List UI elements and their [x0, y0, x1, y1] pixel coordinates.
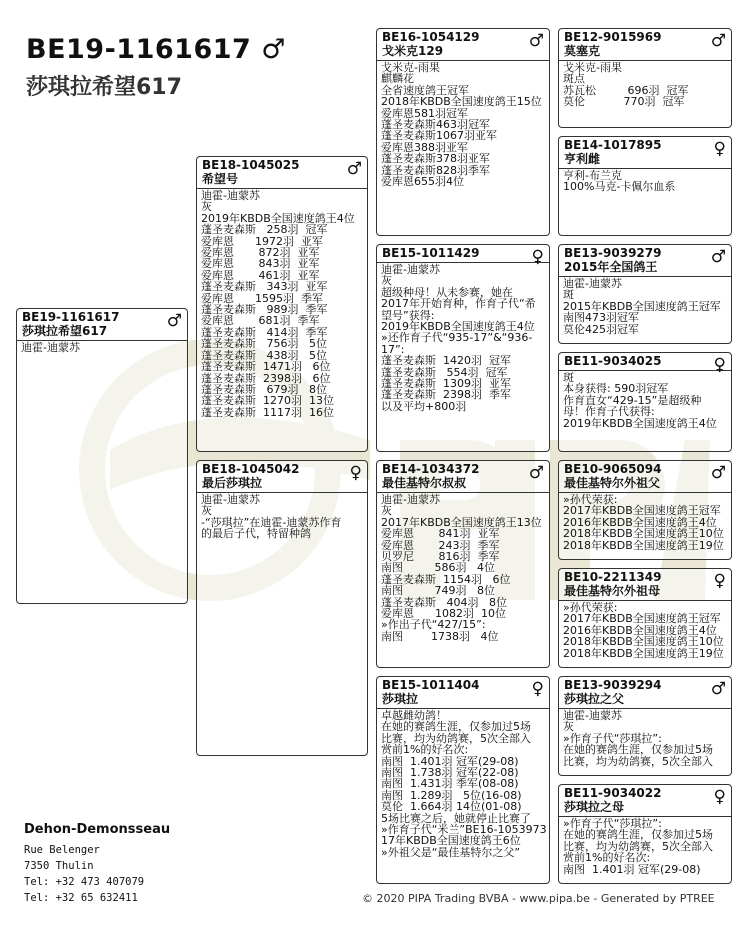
male-icon: ♂: [710, 247, 726, 267]
card-sire-dam[interactable]: [376, 244, 550, 452]
card-line: 超级种母！从未参赛，她在: [381, 285, 513, 299]
card-line: 蓬圣麦森斯 679羽 8位: [201, 382, 327, 396]
card-body: [559, 371, 731, 430]
card-line: 蓬圣麦森斯 343羽 亚军: [201, 280, 328, 294]
pigeon-name: 最佳基特尔外祖父: [564, 476, 661, 490]
copyright-text: © 2020 PIPA Trading BVBA - www.pipa.be - Generated by PTREE: [362, 892, 715, 905]
card-line: 蓬圣麦森斯463羽冠军: [381, 118, 490, 132]
card-dam-sire[interactable]: [376, 460, 550, 668]
pigeon-name: 最后莎琪拉: [202, 476, 263, 490]
card-line: 全省速度鸽王冠军: [381, 83, 469, 97]
card-body: [559, 601, 731, 660]
card-line: 2017年KBDB全国速度鸽王13位: [381, 515, 542, 529]
pigeon-name: 希望号: [202, 172, 239, 186]
card-header: [559, 569, 731, 601]
card-line: 灰: [563, 720, 574, 734]
card-dam-dam-dam[interactable]: [558, 784, 732, 884]
pigeon-name: 莎琪拉之父: [564, 692, 625, 706]
card-line: 斑点: [563, 72, 585, 86]
card-line: 蓬圣麦森斯 2398羽 季军: [381, 388, 511, 402]
card-line: 蓬圣麦森斯 414羽 季军: [201, 325, 328, 339]
card-line: 迪霍-迪蒙苏: [381, 493, 440, 506]
card-line: 爱库恩 1082羽 10位: [381, 607, 506, 621]
card-sire-sire-dam[interactable]: [558, 136, 732, 236]
card-line: 爱库恩 1972羽 亚军: [201, 234, 323, 248]
card-line: 蓬圣麦森斯1067羽亚军: [381, 129, 497, 143]
ring-number: BE14-1017895: [564, 138, 662, 152]
female-icon: ♀: [713, 787, 726, 807]
card-line: 卓越雌幼鸽！: [381, 709, 447, 722]
card-line: 灰: [201, 200, 212, 214]
card-body: [197, 493, 367, 541]
card-line: 赏前1%的好名次:: [563, 851, 651, 865]
card-line: 5场比赛之后，她就停止比赛了: [381, 811, 531, 825]
pigeon-name: 最佳基特尔叔叔: [382, 476, 467, 490]
female-icon: ♀: [713, 139, 726, 159]
ring-number: BE10-9065094: [564, 462, 662, 476]
card-line: 爱库恩 872羽 亚军: [201, 246, 320, 260]
card-line: 望号”获得:: [381, 308, 435, 322]
card-body: [377, 263, 549, 413]
card-body: [17, 341, 187, 354]
card-header: [17, 309, 187, 341]
card-line: 2018年KBDB全国速度鸽王10位: [563, 527, 724, 541]
card-line: »作育子代“莎琪拉”:: [563, 817, 662, 830]
card-line: 2016年KBDB全国速度鸽王4位: [563, 623, 717, 637]
pigeon-name: 莎琪拉希望617: [22, 324, 108, 338]
male-icon: ♂: [346, 159, 362, 179]
card-dam-sire-sire[interactable]: [558, 460, 732, 560]
card-line: 蓬圣麦森斯828羽季军: [381, 163, 490, 177]
card-line: 莫伦 1.664羽 14位(01-08): [381, 800, 522, 814]
card-line: 斑: [563, 371, 574, 384]
card-line: 蓬圣麦森斯 1471羽 6位: [201, 360, 331, 374]
card-header: [377, 461, 549, 493]
card-header: [377, 677, 549, 709]
card-header: [197, 461, 367, 493]
ring-number: BE10-2211349: [564, 570, 662, 584]
ring-number: BE18-1045042: [202, 462, 300, 476]
card-line: 蓬圣麦森斯 2398羽 6位: [201, 371, 331, 385]
address-line: 7350 Thulin: [24, 860, 94, 872]
male-icon: ♂: [710, 463, 726, 483]
card-line: 蓬圣麦森斯 1270羽 13位: [201, 394, 334, 408]
ring-number: BE18-1045025: [202, 158, 300, 172]
breeder-address: [24, 842, 144, 906]
pigeon-name: 莫塞克: [564, 44, 601, 58]
card-line: 比赛，均为幼鸽赛，5次全部入: [563, 754, 713, 768]
card-line: 爱库恩 681羽 季军: [201, 314, 320, 328]
card-line: -“莎琪拉”在迪霍-迪蒙苏作育: [201, 515, 342, 529]
card-body: [559, 709, 731, 768]
card-line: 2017年开始育种，作育子代“希: [381, 297, 536, 311]
card-line: 蓬圣麦森斯 1309羽 亚军: [381, 377, 511, 391]
card-line: 蓬圣麦森斯 989羽 季军: [201, 303, 328, 317]
card-header: [197, 157, 367, 189]
card-body: [377, 493, 549, 643]
card-line: 莫伦 770羽 冠军: [563, 95, 685, 109]
card-line: 蓬圣麦森斯 1117羽 16位: [201, 405, 334, 419]
card-line: 2018年KBDB全国速度鸽王19位: [563, 538, 724, 552]
pigeon-name: 戈米克129: [382, 44, 444, 58]
card-line: 在她的赛鸽生涯，仅参加过5场: [563, 828, 713, 842]
card-line: 南图 1.738羽 冠军(22-08): [381, 766, 519, 780]
card-line: »作育子代“莎琪拉”:: [563, 731, 662, 745]
card-sire-dam-sire[interactable]: [558, 244, 732, 344]
ring-number: BE14-1034372: [382, 462, 480, 476]
card-line: 赏前1%的好名次:: [381, 743, 469, 757]
card-dam[interactable]: [196, 460, 368, 756]
card-sire[interactable]: [196, 156, 368, 452]
card-header: [559, 137, 731, 169]
card-line: 南图 1.401羽 冠军(29-08): [563, 862, 701, 876]
card-line: 爱库恩 461羽 亚军: [201, 268, 320, 282]
card-line: 2018年KBDB全国速度鸽王19位: [563, 646, 724, 660]
address-line: Tel: +32 65 632411: [24, 892, 138, 904]
card-line: 作育直女“429-15”是超级种: [563, 393, 702, 407]
card-line: 南图 1.401羽 冠军(29-08): [381, 754, 519, 768]
card-line: 本身获得: 590羽冠军: [563, 382, 669, 396]
card-body: [559, 277, 731, 336]
pigeon-name: 莎琪拉之母: [564, 800, 625, 814]
card-line: »作出子代“427/15”:: [381, 618, 486, 632]
card-line: 灰: [201, 504, 212, 518]
address-line: Tel: +32 473 407079: [24, 876, 145, 888]
female-icon: ♀: [531, 679, 544, 699]
ring-number: BE15-1011429: [382, 246, 480, 260]
card-line: 迪霍-迪蒙苏: [381, 263, 440, 276]
male-icon: ♂: [710, 679, 726, 699]
card-line: 南图 1738羽 4位: [381, 629, 499, 643]
card-subject[interactable]: [16, 308, 188, 604]
male-icon: ♂: [710, 31, 726, 51]
card-line: »外祖父是“最佳基特尔之父”: [381, 845, 521, 859]
card-line: 迪霍-迪蒙苏: [201, 189, 260, 202]
card-sire-dam-dam[interactable]: [558, 352, 732, 452]
card-dam-dam-sire[interactable]: [558, 676, 732, 776]
card-body: [559, 493, 731, 552]
card-line: 爱库恩655羽4位: [381, 175, 464, 189]
card-dam-sire-dam[interactable]: [558, 568, 732, 668]
card-line: 爱库恩581羽冠军: [381, 106, 468, 120]
pigeon-name: 2015年全国鸽王: [564, 260, 658, 274]
card-body: [559, 61, 731, 109]
pigeon-name: 最佳基特尔外祖母: [564, 584, 661, 598]
card-body: [377, 709, 549, 859]
card-sire-sire-sire[interactable]: [558, 28, 732, 128]
card-line: 蓬圣麦森斯 404羽 8位: [381, 595, 507, 609]
card-header: [559, 353, 731, 375]
card-line: 蓬圣麦森斯 438羽 5位: [201, 348, 327, 362]
card-body: [559, 169, 731, 194]
card-line: 在她的赛鸽生涯，仅参加过5场: [381, 720, 531, 734]
card-header: [377, 245, 549, 267]
card-header: [377, 29, 549, 61]
card-body: [559, 817, 731, 876]
card-line: 南图 586羽 4位: [381, 561, 495, 575]
card-line: »还作育子代“935-17”&“936-: [381, 331, 533, 345]
card-line: 戈米克-雨果: [563, 61, 622, 74]
card-line: 蓬圣麦森斯 1420羽 冠军: [381, 354, 511, 368]
breeder-name: Dehon-Demonsseau: [24, 822, 171, 837]
card-line: 莫伦425羽冠军: [563, 322, 639, 336]
card-line: 亨利-布兰克: [563, 169, 622, 182]
card-line: 100%马克-卡佩尔血系: [563, 180, 676, 194]
card-line: 2016年KBDB全国速度鸽王4位: [563, 515, 717, 529]
card-line: 以及平均+800羽: [381, 399, 467, 413]
card-line: »孙代荣获:: [563, 493, 618, 506]
header-pigeon-name: 莎琪拉希望617: [26, 75, 182, 100]
card-line: »孙代荣获:: [563, 601, 618, 614]
card-line: 2017年KBDB全国速度鸽王冠军: [563, 504, 721, 518]
card-header: [559, 29, 731, 61]
male-icon: ♂: [528, 463, 544, 483]
card-line: 的最后子代，特留种鸽: [201, 527, 311, 541]
female-icon: ♀: [349, 463, 362, 483]
pigeon-name: 莎琪拉: [382, 692, 419, 706]
card-line: 爱库恩388羽亚军: [381, 140, 468, 154]
card-line: »作育子代“米兰”BE16-1053973: [381, 823, 547, 837]
card-header: [559, 785, 731, 817]
card-line: 灰: [381, 274, 392, 288]
card-line: 爱库恩 1595羽 季军: [201, 291, 323, 305]
card-line: 爱库恩 243羽 季军: [381, 538, 500, 552]
ring-number: BE11-9034025: [564, 354, 662, 368]
card-line: 南图 1.431羽 季军(08-08): [381, 777, 519, 791]
card-line: 爱库恩 843羽 亚军: [201, 257, 320, 271]
card-line: 斑: [563, 288, 574, 302]
card-line: 蓬圣麦森斯378羽亚军: [381, 152, 490, 166]
female-icon: ♀: [713, 571, 726, 591]
card-line: 南图 1.289羽 5位(16-08): [381, 788, 522, 802]
card-line: 迪霍-迪蒙苏: [201, 493, 260, 506]
ring-number: BE13-9039294: [564, 678, 662, 692]
card-line: 迪霍-迪蒙苏: [563, 709, 622, 722]
female-icon: ♀: [531, 247, 544, 267]
card-line: 2017年KBDB全国速度鸽王冠军: [563, 612, 721, 626]
card-body: [197, 189, 367, 419]
card-line: 苏瓦松 696羽 冠军: [563, 83, 689, 97]
ring-number: BE11-9034022: [564, 786, 662, 800]
card-line: 蓬圣麦森斯 1154羽 6位: [381, 572, 511, 586]
ring-number: BE12-9015969: [564, 30, 662, 44]
male-icon: ♂: [166, 311, 182, 331]
address-line: Rue Belenger: [24, 844, 100, 856]
card-line: 比赛，均为幼鸽赛，5次全部入: [381, 731, 531, 745]
female-icon: ♀: [713, 355, 726, 375]
card-line: 贝罗尼 816羽 季军: [381, 550, 500, 564]
card-line: 蓬圣麦森斯 554羽 冠军: [381, 365, 508, 379]
card-line: 2019年KBDB全国速度鸽王4位: [201, 211, 355, 225]
card-line: 2019年KBDB全国速度鸽王4位: [563, 416, 717, 430]
card-line: 比赛，均为幼鸽赛，5次全部入: [563, 839, 713, 853]
card-line: 灰: [381, 504, 392, 518]
male-icon: ♂: [528, 31, 544, 51]
card-line: 蓬圣麦森斯 756羽 5位: [201, 337, 327, 351]
header-ring-number: BE19-1161617 ♂: [26, 34, 286, 65]
ring-number: BE13-9039279: [564, 246, 662, 260]
card-sire-sire[interactable]: [376, 28, 550, 236]
card-header: [559, 461, 731, 493]
card-line: 2018年KBDB全国速度鸽王10位: [563, 635, 724, 649]
card-line: 戈米克-雨果: [381, 61, 440, 74]
card-line: 迪霍-迪蒙苏: [563, 277, 622, 290]
pigeon-name: 亨利雌: [564, 152, 601, 166]
ring-number: BE19-1161617: [22, 310, 120, 324]
card-line: 2019年KBDB全国速度鸽王4位: [381, 320, 535, 334]
card-line: 南图473羽冠军: [563, 311, 639, 325]
ring-number: BE15-1011404: [382, 678, 480, 692]
card-line: 迪霍-迪蒙苏: [21, 341, 80, 354]
card-line: 2018年KBDB全国速度鸽王15位: [381, 95, 542, 109]
ring-number: BE16-1054129: [382, 30, 480, 44]
card-line: 母！作育子代获得:: [563, 405, 655, 419]
card-body: [377, 61, 549, 188]
card-line: 在她的赛鸽生涯，仅参加过5场: [563, 743, 713, 757]
card-line: 麒麟花: [381, 72, 414, 86]
card-dam-dam[interactable]: [376, 676, 550, 884]
card-line: 17年KBDB全国速度鸽王6位: [381, 834, 521, 848]
card-line: 南图 749羽 8位: [381, 584, 495, 598]
card-line: 2015年KBDB全国速度鸽王冠军: [563, 299, 721, 313]
card-header: [559, 677, 731, 709]
card-header: [559, 245, 731, 277]
card-line: 17”:: [381, 342, 405, 356]
card-line: 蓬圣麦森斯 258羽 冠军: [201, 223, 328, 237]
card-line: 爱库恩 841羽 亚军: [381, 527, 500, 541]
